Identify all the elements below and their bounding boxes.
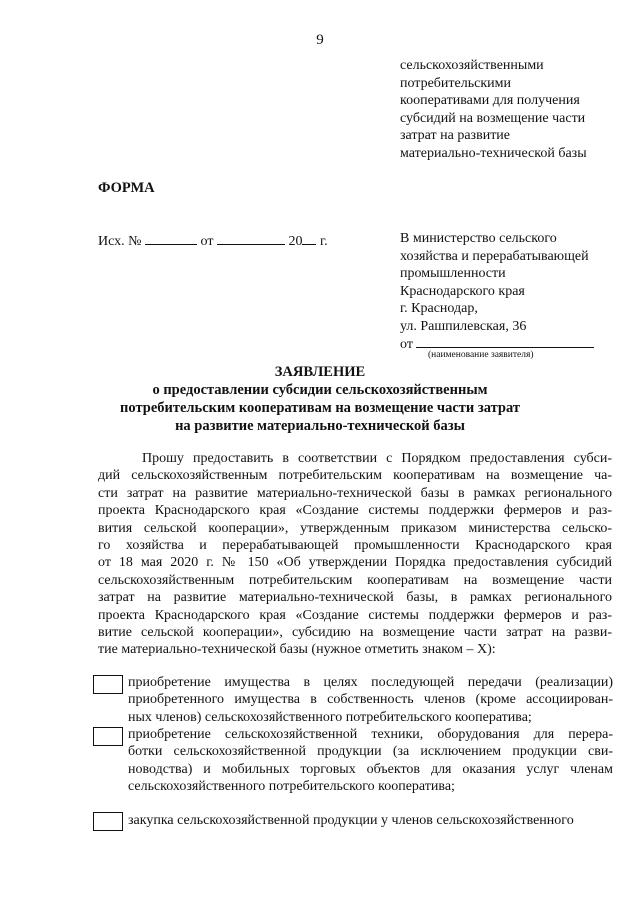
recipient-line: промышленности: [400, 266, 506, 281]
ref-number-field[interactable]: [145, 232, 197, 245]
body-line: дий сельскохозяйственным потребительским кооперативам на возмещение ча-: [98, 468, 612, 484]
header-note-line: потребительскими: [400, 75, 511, 91]
body-line: тие материально-технической базы (нужное отметить знаком – Х):: [98, 642, 496, 658]
applicant-from-label: от: [400, 337, 413, 352]
body-line: проекта Краснодарского края «Создание системы поддержки фермеров и раз-: [98, 503, 612, 519]
title-line: потребительским кооперативам на возмещение части затрат: [120, 400, 520, 416]
recipient-line: г. Краснодар,: [400, 301, 478, 316]
body-line: вития сельской кооперации», утвержденным приказом министерства сельско-: [98, 520, 612, 536]
title-line: о предоставлении субсидии сельскохозяйственным: [152, 382, 488, 398]
title-heading: ЗАЯВЛЕНИЕ: [274, 364, 366, 380]
application-body: [98, 450, 612, 659]
header-note: [400, 57, 615, 162]
option-checkbox-purchase-property[interactable]: [93, 675, 123, 694]
ref-number-label: Исх. №: [98, 234, 142, 249]
option-line: приобретенного имущества в собственность членов (кроме ассоциирован-: [128, 692, 613, 708]
header-note-line: материально-технической базы: [400, 145, 587, 161]
body-line: от 18 мая 2020 г. № 150 «Об утверждении Порядка предоставления субсидий: [98, 555, 612, 571]
document-title: [0, 363, 640, 435]
recipient-line: хозяйства и перерабатывающей: [400, 248, 589, 264]
ref-date-field[interactable]: [217, 232, 285, 245]
option-line: приобретение сельскохозяйственной техники, оборудования для перера-: [128, 727, 613, 742]
recipient-line: Краснодарского края: [400, 283, 525, 299]
recipient-line: ул. Рашпилевская, 36: [400, 318, 527, 334]
ref-year-prefix: 20: [288, 234, 303, 249]
body-line: сельскохозяйственным потребительским кооперативам на возмещение части: [98, 572, 612, 588]
title-line: на развитие материально-технической базы: [175, 418, 465, 434]
option-text-purchase-produce: [128, 812, 613, 829]
ref-year-field[interactable]: [302, 232, 316, 245]
option-line: сельскохозяйственного потребительского кооператива;: [128, 779, 455, 795]
ref-date-label: от: [200, 234, 214, 249]
body-line: затрат на развитие материально-технической базы, в рамках регионального: [98, 590, 612, 606]
body-line: Прошу предоставить в соответствии с Порядком предоставления субси-: [142, 451, 612, 466]
body-line: проекта Краснодарского края «Создание системы поддержки фермеров и раз-: [98, 607, 612, 623]
header-note-line: затрат на развитие: [400, 128, 511, 143]
option-line: закупка сельскохозяйственной продукции у членов сельскохозяйственного: [128, 813, 574, 828]
option-line: новодства) и мобильных торговых объектов для оказания услуг членам: [128, 761, 613, 777]
option-text-purchase-property: [128, 674, 613, 726]
applicant-name-field[interactable]: [416, 335, 594, 348]
page-number: 9: [316, 32, 324, 48]
header-note-line: субсидий на возмещение части: [400, 110, 586, 126]
reference-line: [98, 232, 328, 250]
recipient-block: [400, 230, 615, 354]
option-text-purchase-equipment: [128, 726, 613, 796]
option-checkbox-purchase-equipment[interactable]: [93, 727, 123, 746]
body-line: сти затрат на развитие материально-технической базы в рамках регионального: [98, 485, 612, 501]
option-line: приобретение имущества в целях последующей передачи (реализации): [128, 675, 613, 690]
header-note-line: сельскохозяйственными: [400, 58, 544, 73]
option-checkbox-purchase-produce[interactable]: [93, 812, 123, 831]
option-line: ных членов) сельскохозяйственного потребительского кооператива;: [128, 709, 532, 725]
option-line: ботки сельскохозяйственной продукции (за исключением продукции сви-: [128, 744, 613, 760]
body-line: го хозяйства и перерабатывающей промышленности Краснодарского края: [98, 538, 612, 554]
applicant-caption: (наименование заявителя): [428, 350, 534, 360]
ref-year-suffix: г.: [319, 234, 328, 249]
header-note-line: кооперативами для получения: [400, 93, 580, 108]
body-line: витие сельской кооперации», субсидию на возмещение части затрат на разви-: [98, 625, 612, 641]
form-label: ФОРМА: [98, 180, 155, 196]
recipient-line: В министерство сельского: [400, 231, 557, 246]
